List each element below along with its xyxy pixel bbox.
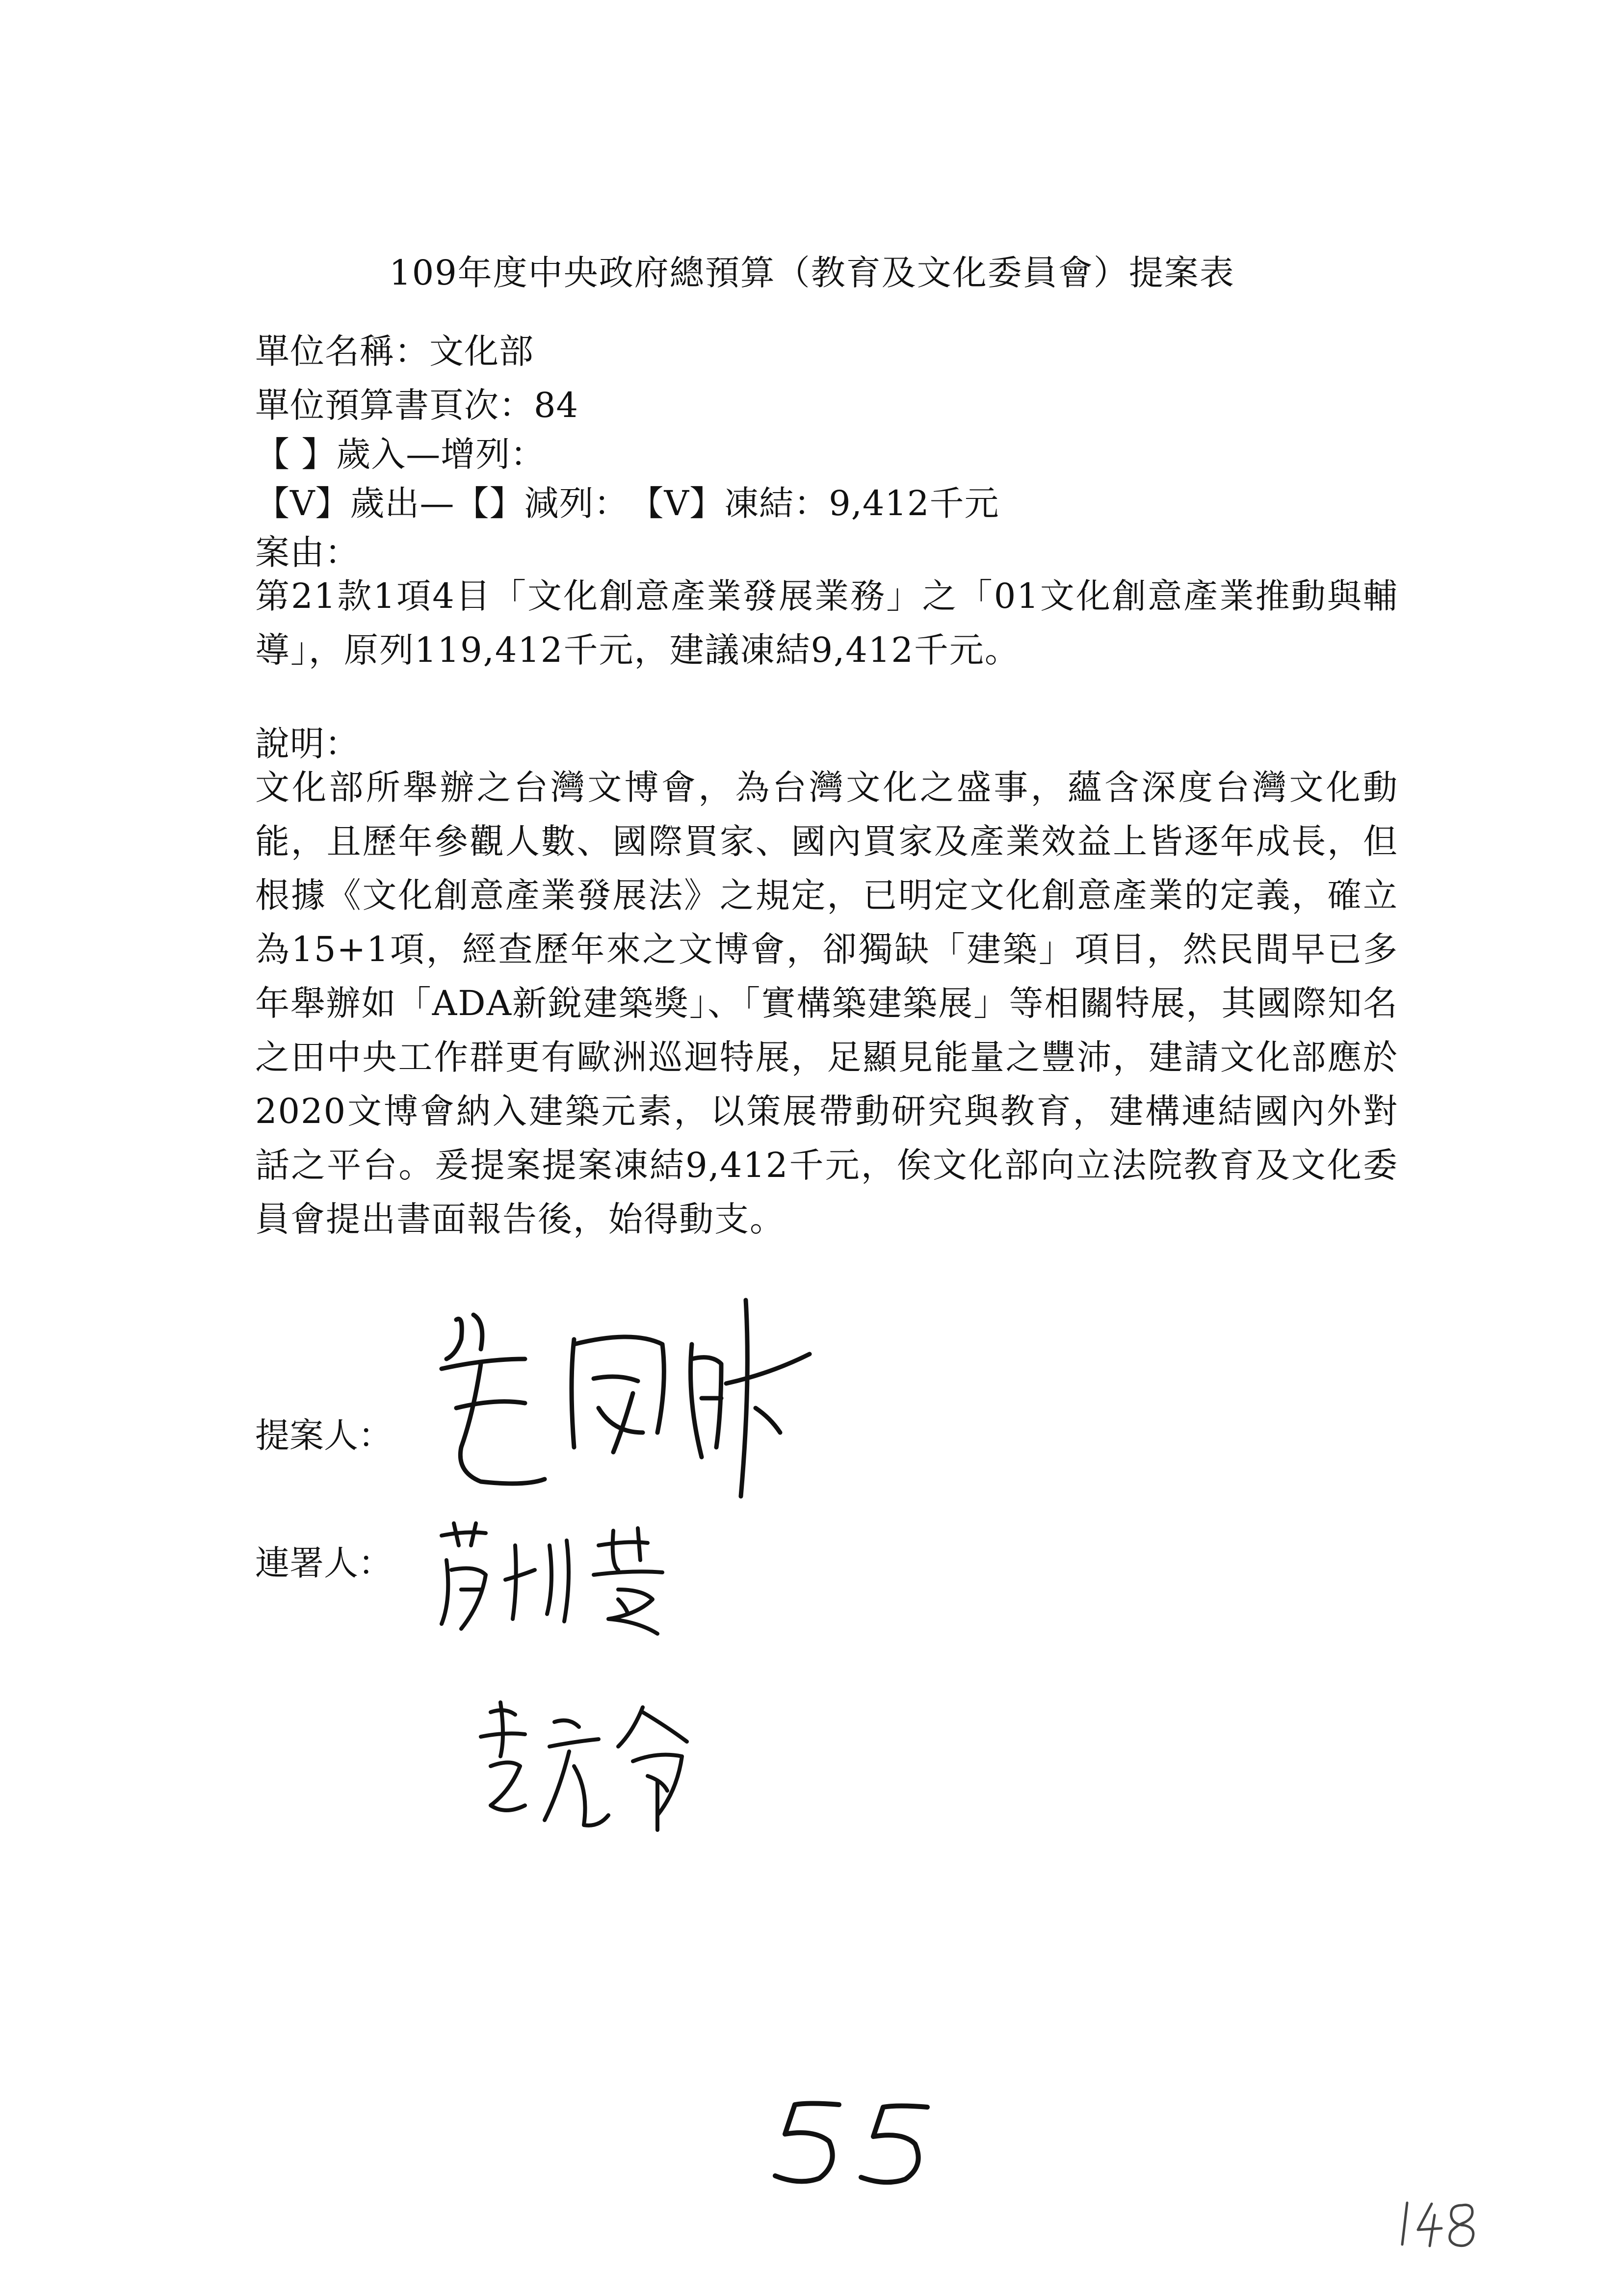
cosigner-signature-1 [432, 1516, 707, 1644]
unit-name: 單位名稱：文化部 [255, 331, 534, 371]
expenditure-line: 【V】歲出—【】減列： 【V】凍結：9,412千元 [255, 483, 999, 523]
proposer-label: 提案人： [255, 1415, 393, 1456]
cosigner-signature-2 [471, 1693, 746, 1840]
cosigner-label: 連署人： [255, 1543, 393, 1583]
explanation-text: 文化部所舉辦之台灣文博會，為台灣文化之盛事，蘊含深度台灣文化動能，且歷年參觀人數、國際買家、國內買家及產業效益上皆逐年成長，但根據《文化創意產業發展法》之規定，已明定文化創意產業的定義，確立為15+1項，經查歷年來之文博會，卻獨缺「建築」項目，然民間早已多年舉辦如「ADA新銳建築獎」、「實構築建築展」等相關特展，其國際知名之田中央工作群更有歐洲巡迴特展，足顯見能量之豐沛，建請文化部應於2020文博會納入建築元素，以策展帶動研究與教育，建構連結國內外對話之平台。爰提案提案凍結9,412千元，俟文化部向立法院教育及文化委員會提出書面報告後，始得動支。 [255, 767, 1398, 1239]
document-title: 109年度中央政府總預算（教育及文化委員會）提案表 [389, 253, 1235, 293]
revenue-line: 【 】歲入—增列： [255, 434, 546, 474]
reason-text: 第21款1項4目「文化創意產業發展業務」之「01文化創意產業推動與輔導」，原列119,412千元，建議凍結9,412千元。 [255, 576, 1398, 670]
reason-label: 案由： [255, 532, 360, 573]
budget-page: 單位預算書頁次：84 [255, 385, 579, 425]
explanation-label: 說明： [255, 724, 360, 764]
proposer-signature [427, 1285, 819, 1511]
handwritten-page-number [765, 2095, 942, 2195]
handwritten-sheet-number [1393, 2198, 1482, 2254]
